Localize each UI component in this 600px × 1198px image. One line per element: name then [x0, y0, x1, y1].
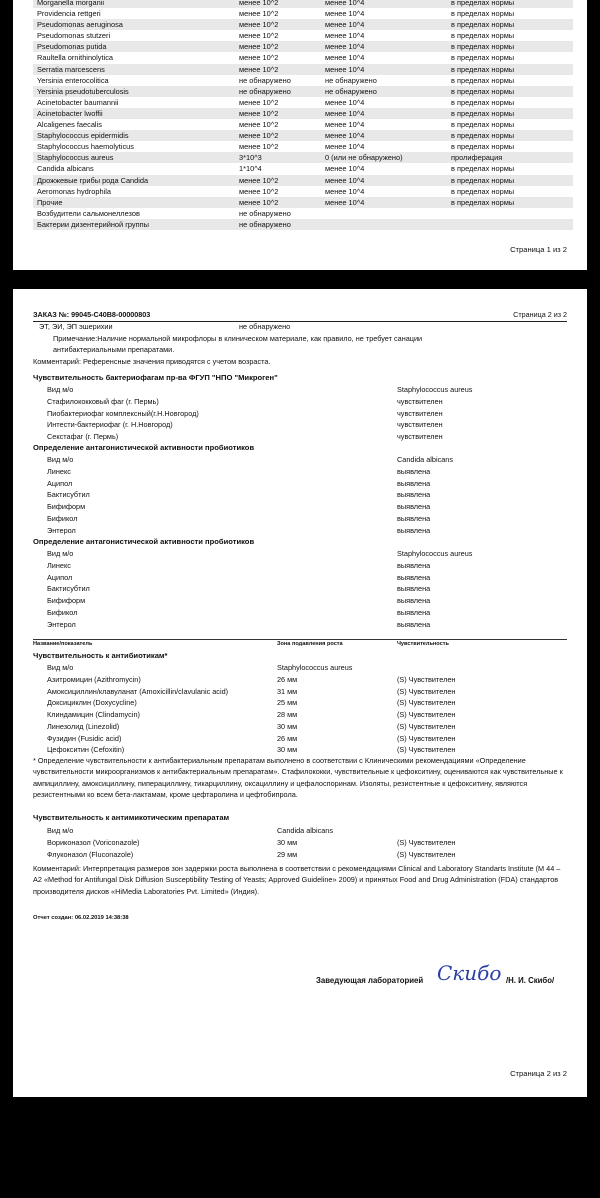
cell-name: Бификол — [47, 513, 78, 523]
cell-name: Aeromonas hydrophila — [37, 186, 111, 196]
cell-name: Доксициклин (Doxycycline) — [47, 698, 137, 708]
page-footer: Страница 1 из 2 — [510, 245, 567, 254]
report-page-1 — [13, 0, 587, 270]
cell-name: Линезолид (Linezolid) — [47, 721, 120, 731]
cell-name: Прочие — [37, 197, 63, 207]
cell-value: выявлена — [397, 525, 431, 535]
cell-name: Staphylococcus haemolyticus — [37, 142, 134, 152]
cell-name: Флуконазол (Fluconazole) — [47, 849, 134, 859]
cell-value: выявлена — [397, 467, 431, 476]
header-name: Вид м/о — [47, 549, 74, 558]
cell-status: в пределах нормы — [451, 131, 515, 141]
cell-value-b: не обнаружено — [325, 86, 377, 96]
table-row — [33, 130, 573, 141]
table-row — [33, 64, 573, 75]
cell-value: выявлена — [397, 584, 431, 594]
cell-value-a: не обнаружено — [239, 86, 291, 96]
cell-value-a: менее 10^2 — [239, 42, 279, 52]
cell-name: Пиобактериофаг комплексный(г.Н.Новгород) — [47, 408, 199, 418]
signature-name: /Н. И. Скибо/ — [506, 976, 555, 985]
col-sens: Чувствительность — [397, 641, 449, 647]
cell-value-a: не обнаружено — [239, 208, 291, 218]
cell-name: Бактерии дизентерийной группы — [37, 219, 149, 229]
cell-name: Бактисубтил — [47, 584, 90, 594]
ete-value: не обнаружено — [239, 322, 291, 331]
cell-value-a: менее 10^2 — [239, 142, 279, 152]
cell-name: Staphylococcus epidermidis — [37, 131, 129, 141]
cell-status: в пределах нормы — [451, 164, 515, 174]
cell-status: пролиферация — [451, 153, 503, 163]
cell-name: Бактисубтил — [47, 490, 90, 500]
cell-status: в пределах нормы — [451, 75, 515, 85]
cell-value-a: менее 10^2 — [239, 175, 279, 185]
cell-value-a: 3*10^3 — [239, 153, 262, 163]
cell-value-b: менее 10^4 — [325, 9, 365, 19]
cell-name: Энтерол — [47, 619, 76, 629]
section-title: Чувствительность к антибиотикам* — [33, 651, 168, 660]
header-name: Вид м/о — [47, 455, 74, 464]
section-title: Определение антагонистической активности пробиотиков — [33, 537, 255, 546]
cell-value: выявлена — [397, 490, 431, 500]
cell-value-b: менее 10^4 — [325, 175, 365, 185]
header-value: Staphylococcus aureus — [397, 385, 473, 394]
cell-name: Pseudomonas stutzeri — [37, 31, 111, 41]
microflora-table — [33, 0, 573, 230]
cell-zone: 29 мм — [277, 849, 298, 859]
cell-status: в пределах нормы — [451, 86, 515, 96]
cell-value-a: менее 10^2 — [239, 64, 279, 74]
cell-name: Бификол — [47, 607, 78, 617]
cell-sensitivity: (S) Чувствителен — [397, 710, 456, 720]
cell-value: выявлена — [397, 513, 431, 523]
cell-sensitivity: (S) Чувствителен — [397, 686, 456, 696]
section-title: Чувствительность к антимикотическим препаратам — [33, 813, 230, 822]
cell-zone: 26 мм — [277, 675, 298, 684]
cell-name: Аципол — [47, 478, 73, 488]
cell-zone: 30 мм — [277, 838, 298, 847]
table-row — [33, 8, 573, 19]
table-row — [33, 152, 573, 163]
cell-value-b: менее 10^4 — [325, 120, 365, 130]
table-row — [33, 186, 573, 197]
cell-name: Pseudomonas aeruginosa — [37, 20, 123, 30]
table-row — [33, 208, 573, 219]
cell-status: в пределах нормы — [451, 175, 515, 185]
cell-value: чувствителен — [397, 420, 443, 430]
cell-zone: 26 мм — [277, 733, 298, 743]
cell-name: Бифиформ — [47, 502, 86, 512]
table-row — [33, 19, 573, 30]
cell-name: Morganella morganii — [37, 0, 104, 7]
report-created: Отчет создан: 06.02.2019 14:38:38 — [33, 915, 129, 921]
cell-value: чувствителен — [397, 408, 443, 418]
cell-sensitivity: (S) Чувствителен — [397, 838, 456, 847]
report-page-2 — [13, 289, 587, 1097]
cell-value: выявлена — [397, 572, 431, 582]
page-footer: Страница 2 из 2 — [510, 1069, 567, 1078]
order-number: ЗАКАЗ №: 99045-C40B8-00000803 — [33, 310, 151, 319]
header-name: Вид м/о — [47, 826, 74, 835]
cell-name: Acinetobacter baumannii — [37, 97, 119, 107]
cell-name: Азитромицин (Azithromycin) — [47, 675, 141, 684]
cell-sensitivity: (S) Чувствителен — [397, 675, 456, 684]
cell-value-b: менее 10^4 — [325, 42, 365, 52]
table-row — [33, 41, 573, 52]
note-line: антибактериальными препаратами. — [53, 345, 175, 354]
cell-name: Линекс — [47, 561, 71, 570]
cell-name: Энтерол — [47, 525, 76, 535]
table-row — [33, 108, 573, 119]
header-name: Вид м/о — [47, 663, 74, 672]
cell-value-a: не обнаружено — [239, 75, 291, 85]
cell-name: Стафилококковый фаг (г. Пермь) — [47, 397, 159, 406]
table-row — [33, 0, 573, 8]
cell-name: Yersinia pseudotuberculosis — [37, 86, 129, 96]
cell-status: в пределах нормы — [451, 97, 515, 107]
cell-value-a: менее 10^2 — [239, 131, 279, 141]
cell-value-b: менее 10^4 — [325, 131, 365, 141]
cell-value-a: не обнаружено — [239, 219, 291, 229]
cell-zone: 28 мм — [277, 710, 298, 720]
comment: Комментарий: Референсные значения приводятся с учетом возраста. — [33, 357, 271, 366]
table-row — [33, 97, 573, 108]
cell-value-b: менее 10^4 — [325, 31, 365, 41]
cell-value-b: менее 10^4 — [325, 53, 365, 63]
table-row — [33, 52, 573, 63]
cell-sensitivity: (S) Чувствителен — [397, 745, 456, 755]
cell-status: в пределах нормы — [451, 53, 515, 63]
cell-name: Yersinia enterocolitica — [37, 75, 109, 85]
cell-name: Raultella ornithinolytica — [37, 53, 113, 63]
note-line: Примечание:Наличие нормальной микрофлоры в клиническом материале, как правило, не требует санации — [53, 334, 423, 343]
cell-value-b: менее 10^4 — [325, 108, 365, 118]
cell-name: Providencia rettgeri — [37, 9, 101, 19]
cell-value: чувствителен — [397, 397, 443, 406]
cell-value-a: менее 10^2 — [239, 186, 279, 196]
table-row — [33, 141, 573, 152]
cell-value-b: менее 10^4 — [325, 64, 365, 74]
ete-name: ЭТ, ЭИ, ЭП эшерихии — [39, 322, 113, 331]
cell-zone: 31 мм — [277, 686, 298, 696]
cell-status: в пределах нормы — [451, 120, 515, 130]
cell-name: Вориконазол (Voriconazole) — [47, 838, 140, 847]
cell-value-a: менее 10^2 — [239, 20, 279, 30]
cell-sensitivity: (S) Чувствителен — [397, 733, 456, 743]
cell-sensitivity: (S) Чувствителен — [397, 849, 456, 859]
table-row — [33, 163, 573, 174]
table-row — [33, 119, 573, 130]
order-header — [33, 310, 567, 322]
cell-value: выявлена — [397, 619, 431, 629]
cell-value-a: менее 10^2 — [239, 97, 279, 107]
cell-value-a: менее 10^2 — [239, 31, 279, 41]
signature-image: Скибо — [437, 961, 502, 985]
comment: Комментарий: Интерпретация размеров зон задержки роста выполнена в соответствии с рекомендациями Clinical and Laboratory Standarts Institute (M 44 – A2 «Method for Antifungal Disk Diffusion Susceptibility Testing of Yeasts; Approved Guideline» 2009) и принятых Food and Drug Administration (FDA) стандартов производителя дисков «HiMedia Laboratories Pvt. Limited» (Индия). — [33, 864, 561, 896]
table-row — [33, 30, 573, 41]
table-row — [33, 86, 573, 97]
cell-value-b: менее 10^4 — [325, 20, 365, 30]
cell-status: в пределах нормы — [451, 0, 515, 7]
cell-status: в пределах нормы — [451, 42, 515, 52]
cell-name: Цефокситин (Cefoxitin) — [47, 745, 125, 755]
cell-status: в пределах нормы — [451, 197, 515, 207]
cell-value-b: менее 10^4 — [325, 164, 365, 174]
cell-value-a: менее 10^2 — [239, 108, 279, 118]
cell-name: Линекс — [47, 467, 71, 476]
section-title: Определение антагонистической активности пробиотиков — [33, 443, 255, 452]
cell-value: выявлена — [397, 502, 431, 512]
cell-name: Возбудители сальмонеллезов — [37, 208, 140, 218]
cell-name: Pseudomonas putida — [37, 42, 107, 52]
cell-value-b: 0 (или не обнаружено) — [325, 153, 403, 163]
header-value: Staphylococcus aureus — [397, 549, 473, 558]
cell-value-b: менее 10^4 — [325, 197, 365, 207]
cell-value: выявлена — [397, 478, 431, 488]
abx-footnote: * Определение чувствительности к антибактериальным препаратам выполнено в соответствии с Клиническими рекомендациями «Определение чувствительности микроорганизмов к антибактериальным препаратам». Стафилококки, чувствительные к цефокситину, оцениваются как чувствительные к ампициллину, амоксициллину, пиперациллину, тикарциллину, оксациллину и цефалоспоринам. Изоляты, резистентные к цефокситину, являются резистентными ко всем бета-лактамам, кроме цефтаролина и цефтобипрола. — [33, 756, 563, 800]
cell-value-a: 1*10^4 — [239, 164, 262, 174]
column-headers — [33, 639, 567, 647]
cell-status: в пределах нормы — [451, 142, 515, 152]
table-row — [33, 197, 573, 208]
cell-value-b: менее 10^4 — [325, 142, 365, 152]
page-number: Страница 2 из 2 — [513, 310, 567, 319]
cell-value-a: менее 10^2 — [239, 0, 279, 7]
cell-value-b: менее 10^4 — [325, 186, 365, 196]
cell-name: Candida albicans — [37, 164, 94, 174]
cell-name: Аципол — [47, 572, 73, 582]
col-name: Название/показатель — [33, 641, 93, 647]
cell-zone: 30 мм — [277, 745, 298, 755]
header-name: Вид м/о — [47, 385, 74, 394]
header-value: Candida albicans — [397, 455, 453, 464]
cell-value-a: менее 10^2 — [239, 53, 279, 63]
cell-value-b: менее 10^4 — [325, 0, 365, 7]
cell-zone: 25 мм — [277, 698, 298, 708]
cell-name: Staphylococcus aureus — [37, 153, 114, 163]
cell-name: Клиндамицин (Clindamycin) — [47, 710, 140, 720]
col-zone: Зона подавления роста — [277, 641, 343, 647]
cell-value: выявлена — [397, 607, 431, 617]
cell-value: чувствителен — [397, 432, 443, 442]
cell-status: в пределах нормы — [451, 9, 515, 19]
cell-value-b: менее 10^4 — [325, 97, 365, 107]
cell-sensitivity: (S) Чувствителен — [397, 721, 456, 731]
cell-name: Бифиформ — [47, 596, 86, 606]
cell-value-a: менее 10^2 — [239, 120, 279, 130]
header-value: Staphylococcus aureus — [277, 663, 353, 672]
cell-sensitivity: (S) Чувствителен — [397, 698, 456, 708]
cell-name: Секстафаг (г. Пермь) — [47, 432, 119, 442]
section-title: Чувствительность бактериофагам пр-ва ФГУП "НПО "Микроген" — [33, 373, 278, 382]
cell-name: Serratia marcescens — [37, 64, 105, 74]
cell-value: выявлена — [397, 561, 431, 570]
cell-status: в пределах нормы — [451, 31, 515, 41]
cell-name: Alcaligenes faecalis — [37, 120, 102, 130]
cell-value-a: менее 10^2 — [239, 9, 279, 19]
cell-zone: 30 мм — [277, 721, 298, 731]
cell-name: Фузидин (Fusidic acid) — [47, 733, 122, 743]
cell-value-a: менее 10^2 — [239, 197, 279, 207]
cell-name: Амоксициллин/клавуланат (Amoxicillin/clavulanic acid) — [47, 686, 229, 696]
table-row — [33, 175, 573, 186]
table-row — [33, 219, 573, 230]
cell-status: в пределах нормы — [451, 64, 515, 74]
cell-value: выявлена — [397, 596, 431, 606]
cell-status: в пределах нормы — [451, 20, 515, 30]
cell-status: в пределах нормы — [451, 186, 515, 196]
table-row — [33, 75, 573, 86]
cell-name: Дрожжевые грибы рода Candida — [37, 175, 149, 185]
cell-status: в пределах нормы — [451, 108, 515, 118]
signature-label: Заведующая лабораторией — [316, 976, 424, 985]
cell-value-b: не обнаружено — [325, 75, 377, 85]
header-value: Candida albicans — [277, 826, 333, 835]
cell-name: Интести-бактериофаг (г. Н.Новгород) — [47, 420, 173, 430]
cell-name: Acinetobacter lwoffii — [37, 108, 103, 118]
